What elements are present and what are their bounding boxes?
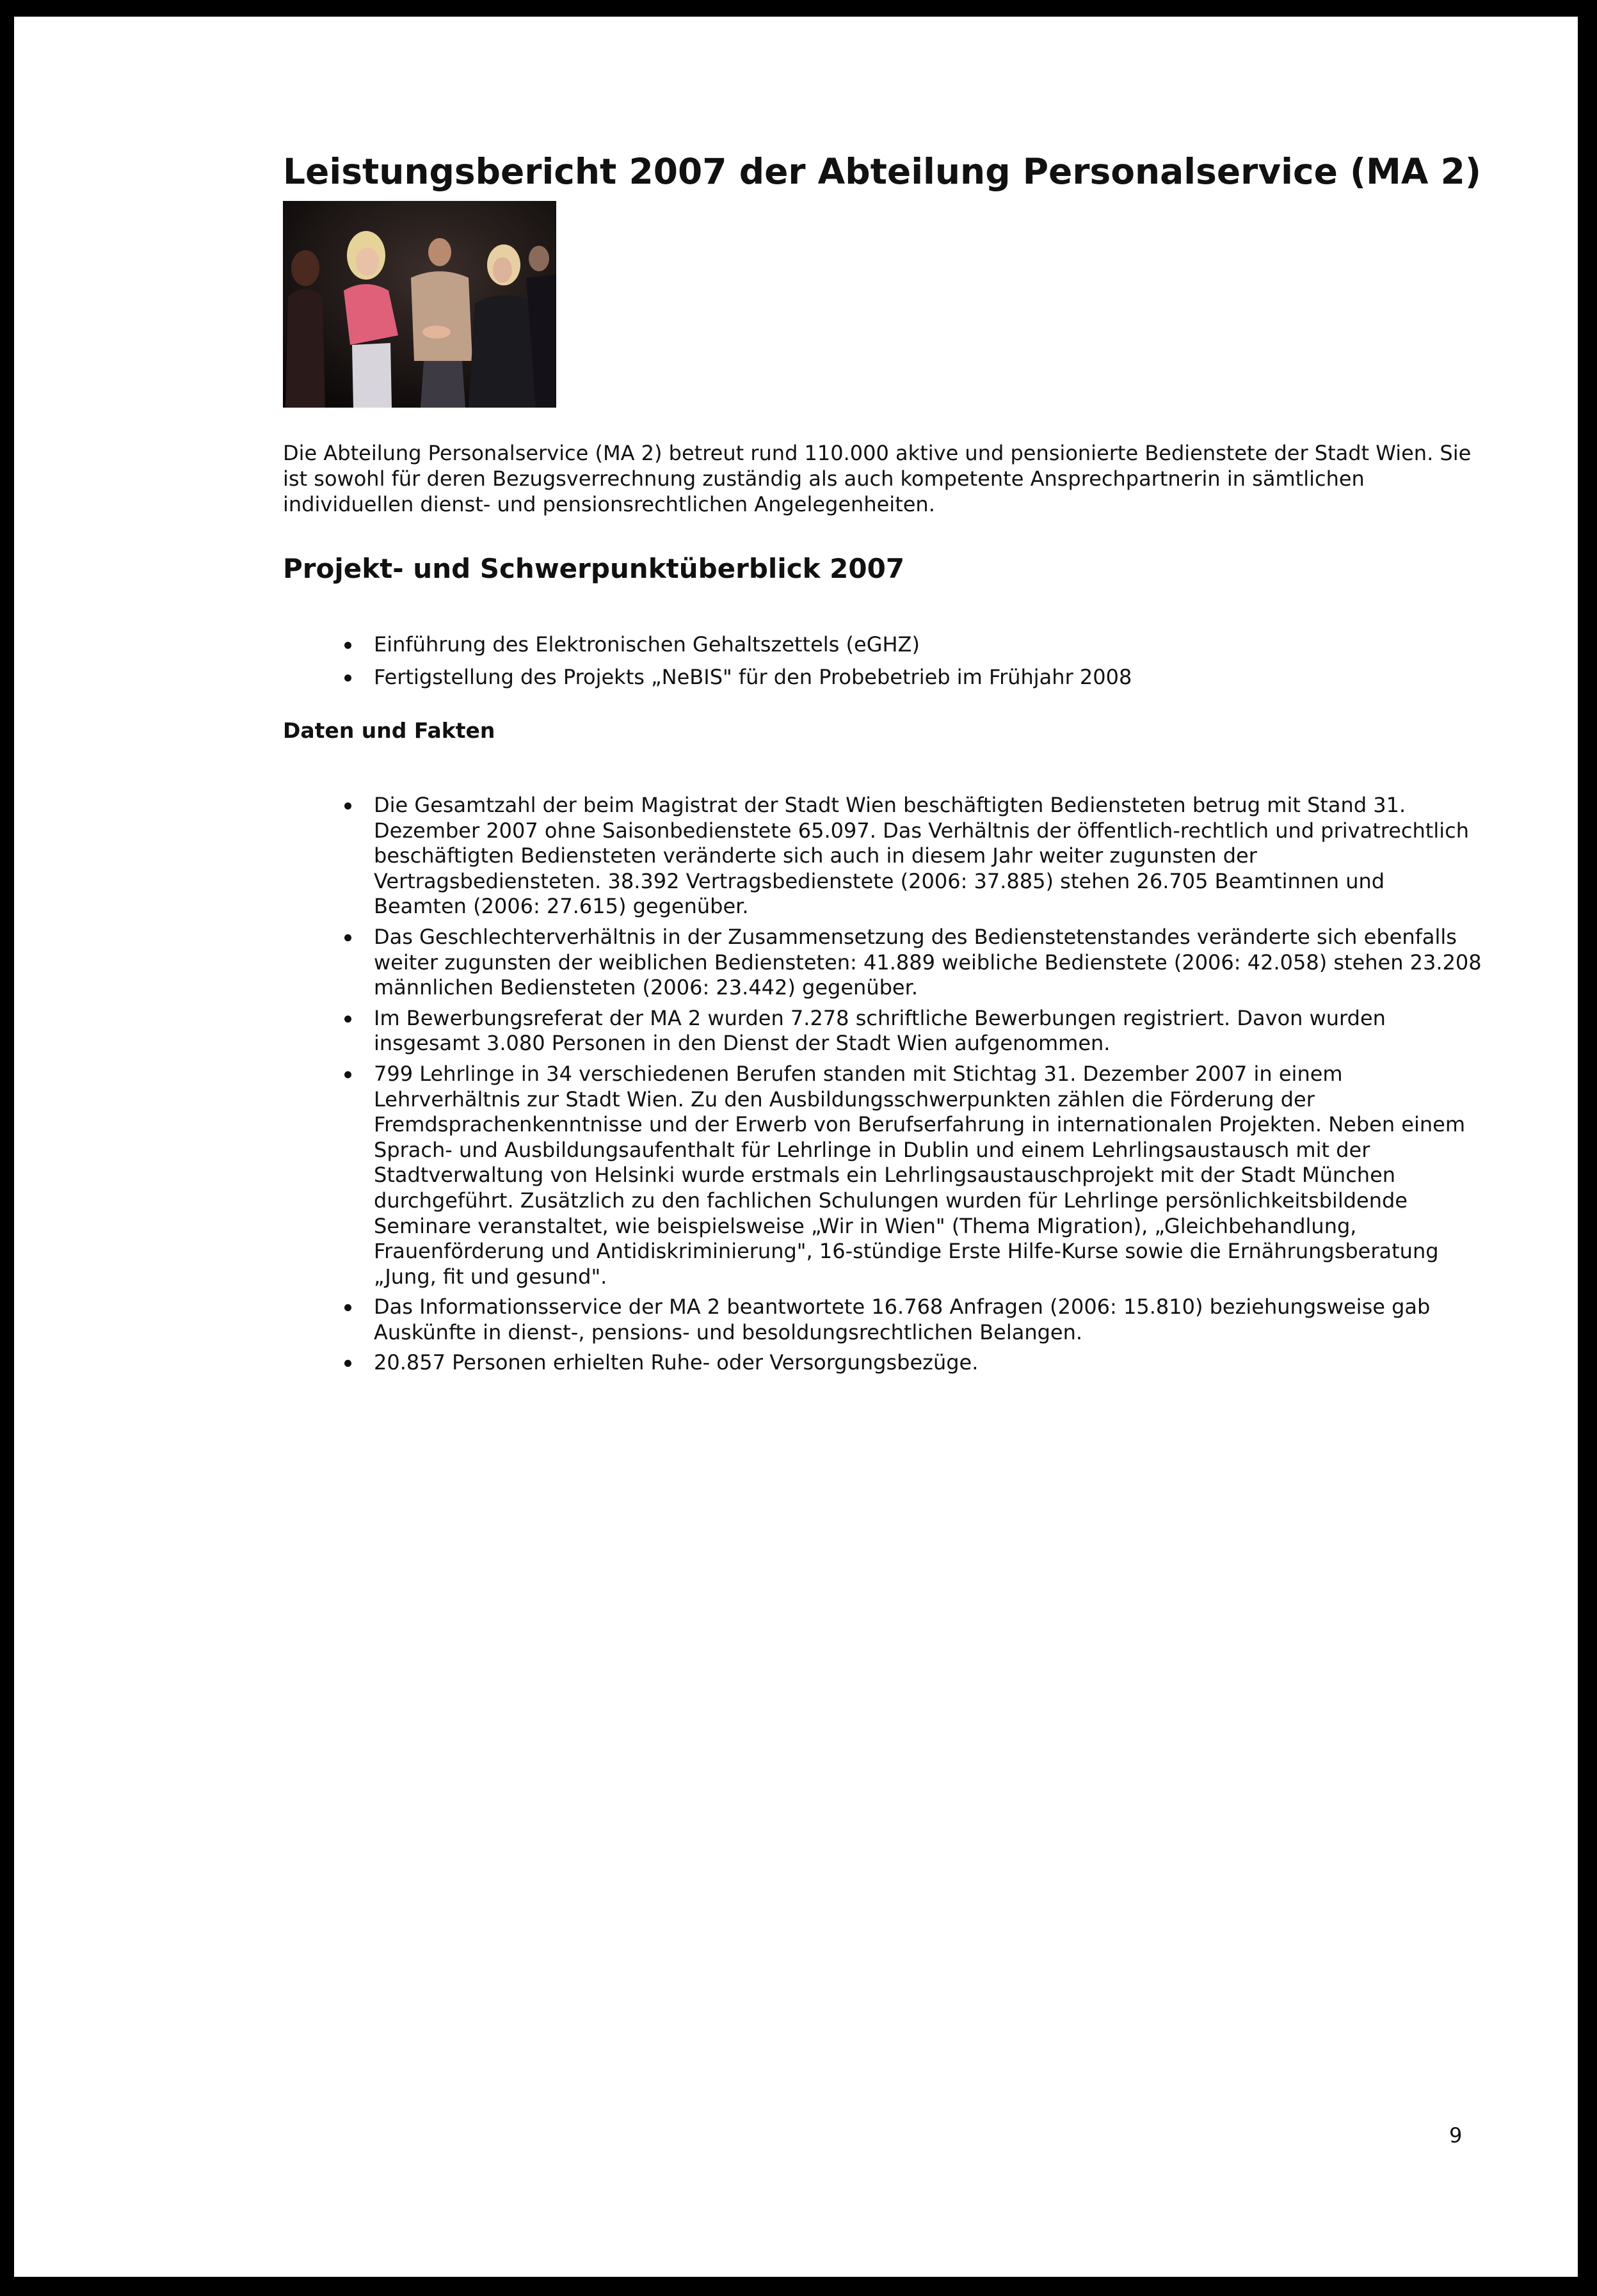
list-item	[283, 1006, 1483, 1056]
list-item	[283, 1295, 1483, 1345]
facts-list	[283, 793, 1483, 1381]
intro-paragraph: Die Abteilung Personalservice (MA 2) betreut rund 110.000 aktive und pensionierte Bedienstete der Stadt Wien. Sie ist sowohl für deren Bezugsverrechnung zuständig als auch kompetente Ansprechpartnerin in sämtlichen individuellen dienst- und pensionsrechtlichen Angelegenheiten.	[283, 441, 1472, 516]
bullet-icon	[344, 1071, 351, 1078]
page-number: 9	[1449, 2123, 1463, 2148]
bullet-icon	[344, 1360, 351, 1367]
handshake-photo	[283, 201, 556, 408]
list-item	[283, 632, 1483, 658]
page-title: Leistungsbericht 2007 der Abteilung Personalservice (MA 2)	[283, 151, 1482, 192]
bullet-icon	[344, 802, 351, 809]
list-item	[283, 1062, 1483, 1289]
list-item-text: 20.857 Personen erhielten Ruhe- oder Versorgungsbezüge.	[374, 1350, 979, 1375]
list-item-text: Im Bewerbungsreferat der MA 2 wurden 7.278 schriftliche Bewerbungen registriert. Davon wurden insgesamt 3.080 Personen in den Dienst der Stadt Wien aufgenommen.	[374, 1005, 1386, 1056]
projects-heading: Projekt- und Schwerpunktüberblick 2007	[283, 553, 905, 584]
facts-heading: Daten und Fakten	[283, 718, 495, 743]
list-item-text: 799 Lehrlinge in 34 verschiedenen Berufen standen mit Stichtag 31. Dezember 2007 in einem Lehrverhältnis zur Stadt Wien. Zu den Ausbildungsschwerpunkten zählen die Förderung der Fremdsprachenkenntnisse und der Erwerb von Berufserfahrung in internationalen Projekten. Neben einem Sprach- und Ausbildungsaufenthalt für Lehrlinge in Dublin und einem Lehrlingsaustausch mit der Stadtverwaltung von Helsinki wurde erstmals ein Lehrlingsaustauschprojekt mit der Stadt München durchgeführt. Zusätzlich zu den fachlichen Schulungen wurden für Lehrlinge persönlichkeitsbildende Seminare veranstaltet, wie beispielsweise „Wir in Wien" (Thema Migration), „Gleichbehandlung, Frauenförderung und Antidiskriminierung", 16-stündige Erste Hilfe-Kurse sowie die Ernährungsberatung „Jung, fit und gesund".	[374, 1061, 1465, 1289]
list-item-text: Das Informationsservice der MA 2 beantwortete 16.768 Anfragen (2006: 15.810) beziehungsweise gab Auskünfte in dienst-, pensions- und besoldungsrechtlichen Belangen.	[374, 1295, 1431, 1344]
list-item	[283, 793, 1483, 920]
bullet-icon	[344, 674, 351, 682]
bullet-icon	[344, 1016, 351, 1023]
bullet-icon	[344, 642, 351, 649]
list-item-text: Das Geschlechterverhältnis in der Zusammensetzung des Bedienstetenstandes veränderte sich ebenfalls weiter zugunsten der weiblichen Bediensteten: 41.889 weibliche Bedienstete (2006: 42.058) stehen 23.208 männlichen Bediensteten (2006: 23.442) gegenüber.	[374, 924, 1482, 1000]
list-item	[283, 1350, 1483, 1376]
bullet-icon	[344, 1304, 351, 1311]
bullet-icon	[344, 934, 351, 941]
projects-list	[283, 632, 1483, 697]
list-item-text: Fertigstellung des Projekts „NeBIS" für den Probebetrieb im Frühjahr 2008	[374, 664, 1132, 689]
list-item-text: Die Gesamtzahl der beim Magistrat der Stadt Wien beschäftigten Bediensteten betrug mit Stand 31. Dezember 2007 ohne Saisonbedienstete 65.097. Das Verhältnis der öffentlich-rechtlich und privatrechtlich beschäftigten Bediensteten veränderte sich auch in diesem Jahr weiter zugunsten der Vertragsbediensteten. 38.392 Vertragsbedienstete (2006: 37.885) stehen 26.705 Beamtinnen und Beamten (2006: 27.615) gegenüber.	[374, 793, 1469, 919]
document-page	[14, 17, 1578, 2277]
list-item	[283, 665, 1483, 690]
list-item	[283, 925, 1483, 1001]
list-item-text: Einführung des Elektronischen Gehaltszettels (eGHZ)	[374, 632, 920, 657]
photo-handshake-ceremony-icon	[283, 201, 556, 408]
